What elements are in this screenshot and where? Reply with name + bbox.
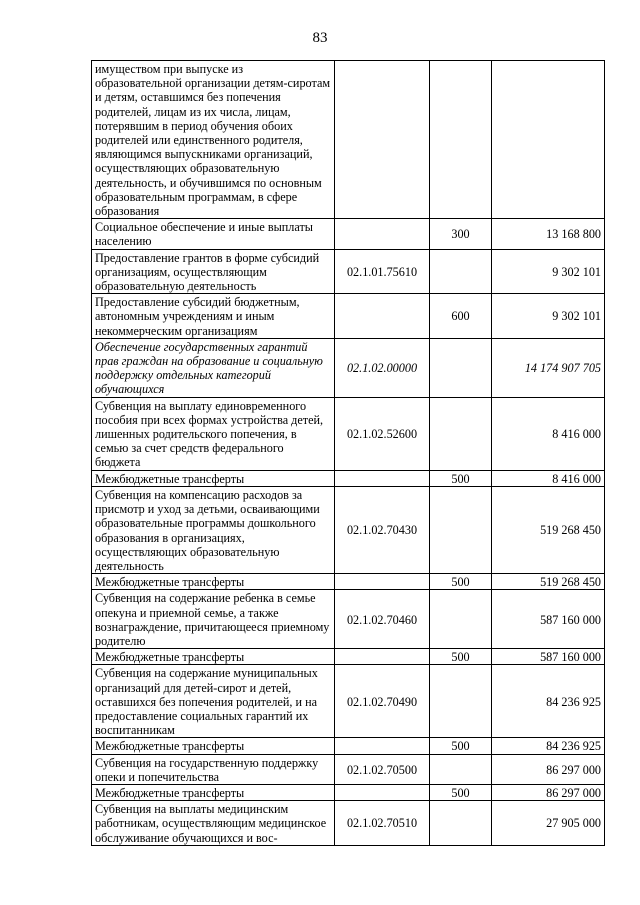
row-expense-type bbox=[430, 801, 492, 846]
row-sum: 14 174 907 705 bbox=[492, 338, 605, 397]
row-expense-type: 500 bbox=[430, 738, 492, 754]
row-expense-type: 600 bbox=[430, 294, 492, 339]
row-expense-type bbox=[430, 397, 492, 470]
row-sum: 519 268 450 bbox=[492, 574, 605, 590]
row-name: Межбюджетные трансферты bbox=[92, 784, 335, 800]
row-expense-type: 500 bbox=[430, 574, 492, 590]
row-name: Субвенция на содержание муниципальных организаций для детей-сирот и детей, оставшихся без попечения родителей, и на предоставление социальных гарантий их воспитанникам bbox=[92, 665, 335, 738]
row-name: Межбюджетные трансферты bbox=[92, 470, 335, 486]
table-row bbox=[92, 294, 605, 339]
row-expense-type bbox=[430, 249, 492, 294]
row-name: Межбюджетные трансферты bbox=[92, 738, 335, 754]
table-row bbox=[92, 486, 605, 573]
table-row bbox=[92, 574, 605, 590]
row-code bbox=[335, 61, 430, 219]
row-code: 02.1.02.70510 bbox=[335, 801, 430, 846]
row-code: 02.1.02.70490 bbox=[335, 665, 430, 738]
row-sum: 9 302 101 bbox=[492, 249, 605, 294]
row-code: 02.1.02.70460 bbox=[335, 590, 430, 649]
row-name: Субвенция на выплаты медицинским работникам, осуществляющим медицинское обслуживание обучающихся и вос- bbox=[92, 801, 335, 846]
row-code bbox=[335, 784, 430, 800]
row-code bbox=[335, 574, 430, 590]
row-code: 02.1.01.75610 bbox=[335, 249, 430, 294]
row-code: 02.1.02.70430 bbox=[335, 486, 430, 573]
row-name: Обеспечение государственных гарантий прав граждан на образование и социальную поддержку отдельных категорий обучающихся bbox=[92, 338, 335, 397]
row-name: Предоставление грантов в форме субсидий организациям, осуществляющим образовательную деятельность bbox=[92, 249, 335, 294]
table-row bbox=[92, 590, 605, 649]
row-name: Субвенция на выплату единовременного пособия при всех формах устройства детей, лишенных родительского попечения, в семью за счет средств федерального бюджета bbox=[92, 397, 335, 470]
row-name: Межбюджетные трансферты bbox=[92, 574, 335, 590]
row-sum: 8 416 000 bbox=[492, 397, 605, 470]
row-name: имуществом при выпуске из образовательной организации детям-сиротам и детям, оставшимся без попечения родителей, лицам из их числа, лицам, потерявшим в период обучения обоих родителей или единственного родителя, являющимся выпускниками организаций, осуществляющих образовательную деятельность, и обучившимся по основным образовательным программам, в сфере образования bbox=[92, 61, 335, 219]
table-row bbox=[92, 801, 605, 846]
row-sum: 84 236 925 bbox=[492, 738, 605, 754]
row-code: 02.1.02.52600 bbox=[335, 397, 430, 470]
row-name: Субвенция на содержание ребенка в семье опекуна и приемной семье, а также вознаграждение, причитающееся приемному родителю bbox=[92, 590, 335, 649]
row-name: Межбюджетные трансферты bbox=[92, 649, 335, 665]
table-row bbox=[92, 649, 605, 665]
row-code: 02.1.02.00000 bbox=[335, 338, 430, 397]
row-sum: 519 268 450 bbox=[492, 486, 605, 573]
row-expense-type: 500 bbox=[430, 649, 492, 665]
row-expense-type: 500 bbox=[430, 470, 492, 486]
row-code: 02.1.02.70500 bbox=[335, 754, 430, 784]
table-row bbox=[92, 784, 605, 800]
table-row bbox=[92, 61, 605, 219]
row-code bbox=[335, 649, 430, 665]
table-row bbox=[92, 338, 605, 397]
row-code bbox=[335, 219, 430, 249]
row-sum: 27 905 000 bbox=[492, 801, 605, 846]
row-name: Предоставление субсидий бюджетным, автономным учреждениям и иным некоммерческим организациям bbox=[92, 294, 335, 339]
row-expense-type bbox=[430, 486, 492, 573]
row-name: Субвенция на государственную поддержку опеки и попечительства bbox=[92, 754, 335, 784]
row-code bbox=[335, 294, 430, 339]
budget-table bbox=[91, 60, 605, 846]
row-expense-type: 500 bbox=[430, 784, 492, 800]
table-row bbox=[92, 397, 605, 470]
row-sum: 86 297 000 bbox=[492, 754, 605, 784]
row-code bbox=[335, 470, 430, 486]
row-sum: 13 168 800 bbox=[492, 219, 605, 249]
table-row bbox=[92, 219, 605, 249]
row-sum: 9 302 101 bbox=[492, 294, 605, 339]
row-expense-type bbox=[430, 754, 492, 784]
table-row bbox=[92, 754, 605, 784]
row-sum: 8 416 000 bbox=[492, 470, 605, 486]
row-sum: 84 236 925 bbox=[492, 665, 605, 738]
table-row bbox=[92, 665, 605, 738]
row-expense-type: 300 bbox=[430, 219, 492, 249]
row-expense-type bbox=[430, 61, 492, 219]
row-sum: 587 160 000 bbox=[492, 649, 605, 665]
table-row bbox=[92, 738, 605, 754]
row-name: Субвенция на компенсацию расходов за присмотр и уход за детьми, осваивающими образовательные программы дошкольного образования в организациях, осуществляющих образовательную деятельность bbox=[92, 486, 335, 573]
row-sum bbox=[492, 61, 605, 219]
row-name: Социальное обеспечение и иные выплаты населению bbox=[92, 219, 335, 249]
table-row bbox=[92, 249, 605, 294]
row-sum: 587 160 000 bbox=[492, 590, 605, 649]
row-expense-type bbox=[430, 590, 492, 649]
row-expense-type bbox=[430, 665, 492, 738]
row-expense-type bbox=[430, 338, 492, 397]
row-code bbox=[335, 738, 430, 754]
table-row bbox=[92, 470, 605, 486]
row-sum: 86 297 000 bbox=[492, 784, 605, 800]
page-number: 83 bbox=[312, 30, 328, 46]
